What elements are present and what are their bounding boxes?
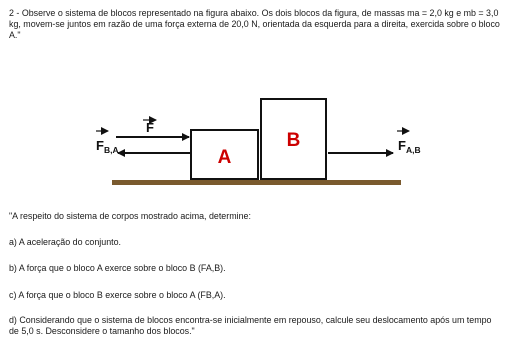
question-prompt: "A respeito do sistema de corpos mostrado acima, determine: [9, 211, 251, 221]
block-b-label: B [286, 130, 301, 151]
force-f-label: F [146, 120, 154, 135]
question-item-c: c) A força que o bloco B exerce sobre o bloco A (FB,A). [9, 290, 226, 300]
ground-surface [112, 180, 401, 185]
question-item-a: a) A aceleração do conjunto. [9, 237, 122, 247]
force-ab-label-group [398, 138, 421, 155]
force-ab-label: F [398, 138, 406, 153]
question-intro: 2 - Observe o sistema de blocos representado na figura abaixo. Os dois blocos da figura, de massas ma = 2,0 kg e mb = 3,0 kg, movem-se juntos em razão de uma força externa de 20,0 N, orientada da esquerda para a direita, exercida sobre o bloco A." [9, 8, 500, 40]
force-ab-subscript: A,B [405, 145, 421, 155]
block-a-label: A [217, 147, 232, 168]
force-ba-subscript: B,A [103, 145, 119, 155]
force-ba-label: F [96, 138, 104, 153]
question-item-b: b) A força que o bloco A exerce sobre o bloco B (FA,B). [9, 263, 226, 273]
force-ba-label-group [96, 138, 119, 155]
question-item-d: d) Considerando que o sistema de blocos encontra-se inicialmente em repouso, calcule seu deslocamento após um tempo de 5,0 s. Desconsidere o tamanho dos blocos." [9, 315, 492, 336]
